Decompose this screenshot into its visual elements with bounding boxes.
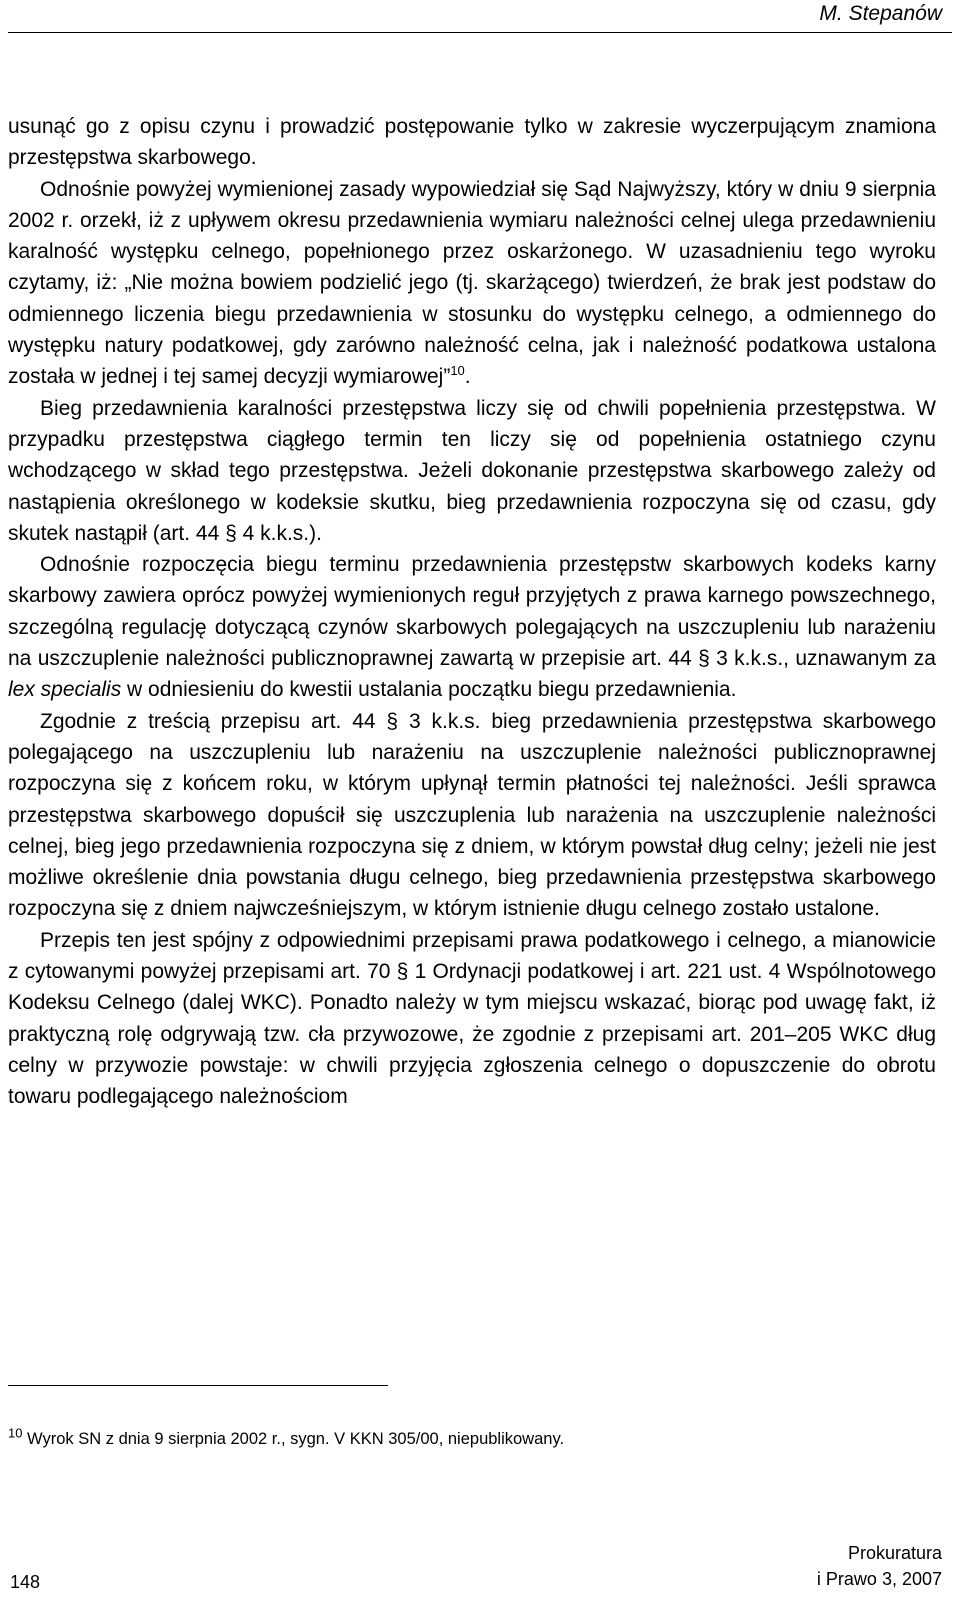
paragraph-4-text: Odnośnie rozpoczęcia biegu terminu przedawnienia przestępstw skarbowych kodeks karny skarbowy zawiera oprócz powyżej wymienionych reguł przyjętych z prawa karnego powszechnego, szczególną regulację dotyczącą czynów skarbowych polegających na uszczupleniu lub narażeniu na uszczuplenie należności publicznoprawnej zawartą w przepisie art. 44 § 3 k.k.s., uznawanym za <box>8 553 936 671</box>
header-rule <box>8 32 952 33</box>
running-header-author: M. Stepanów <box>819 2 942 25</box>
body-text <box>8 111 936 1113</box>
journal-title: Prokuratura <box>847 1543 942 1563</box>
journal-info <box>817 1540 942 1592</box>
paragraph-2 <box>8 174 936 393</box>
paragraph-3: Bieg przedawnienia karalności przestępstwa liczy się od chwili popełnienia przestępstwa. W przypadku przestępstwa ciągłego termin ten liczy się od popełnienia ostatniego czynu wchodzącego w skład tego przestępstwa. Jeżeli dokonanie przestępstwa skarbowego zależy od nastąpienia określonego w kodeksie skutku, bieg przedawnienia rozpoczyna się od czasu, gdy skutek nastąpił (art. 44 § 4 k.k.s.). <box>8 396 936 545</box>
footnote-rule <box>8 1385 388 1386</box>
paragraph-5: Zgodnie z treścią przepisu art. 44 § 3 k.k.s. bieg przedawnienia przestępstwa skarbowego polegającego na uszczupleniu lub narażeniu na uszczuplenie należności publicznoprawnej rozpoczyna się z końcem roku, w którym upłynął termin płatności tej należności. Jeśli sprawca przestępstwa skarbowego dopuścił się uszczuplenia lub narażenia na uszczuplenie należności celnej, bieg jego przedawnienia rozpoczyna się z dniem, w którym powstał dług celny; jeżeli nie jest możliwe określenie dnia powstania długu celnego, bieg przedawnienia przestępstwa skarbowego rozpoczyna się z dniem najwcześniejszym, w którym istnienie długu celnego zostało ustalone. <box>8 709 936 921</box>
footnote-text: Wyrok SN z dnia 9 sierpnia 2002 r., sygn. V KKN 305/00, niepublikowany. <box>22 1430 565 1448</box>
footnote-ref-10[interactable]: 10 <box>450 363 465 379</box>
footnote-10 <box>8 1425 565 1450</box>
paragraph-6: Przepis ten jest spójny z odpowiednimi przepisami prawa podatkowego i celnego, a mianowicie z cytowanymi powyżej przepisami art. 70 § 1 Ordynacji podatkowej i art. 221 ust. 4 Wspólnotowego Kodeksu Celnego (dalej WKC). Ponadto należy w tym miejscu wskazać, biorąc pod uwagę fakt, iż praktyczną rolę odgrywają tzw. cła przywozowe, że zgodnie z przepisami art. 201–205 WKC dług celny w przywozie powstaje: w chwili przyjęcia zgłoszenia celnego o dopuszczenie do obrotu towaru podlegającego należnościom <box>8 928 936 1109</box>
page-number: 148 <box>10 1572 41 1592</box>
paragraph-4-end: w odniesieniu do kwestii ustalania początku biegu przedawnienia. <box>121 678 737 702</box>
journal-issue: i Prawo 3, 2007 <box>816 1569 942 1589</box>
footnote-number: 10 <box>8 1425 23 1441</box>
paragraph-2-end: . <box>464 365 471 389</box>
paragraph-2-text: Odnośnie powyżej wymienionej zasady wypowiedział się Sąd Najwyższy, który w dniu 9 sierpnia 2002 r. orzekł, iż z upływem okresu przedawnienia wymiaru należności celnej ulega przedawnieniu karalność występku celnego, popełnionego przez oskarżonego. W uzasadnieniu tego wyroku czytamy, iż: „Nie można bowiem podzielić jego (tj. skarżącego) twierdzeń, że brak jest podstaw do odmiennego liczenia biegu przedawnienia w stosunku do występku celnego, a odmiennego do występku natury podatkowej, gdy zarówno należność celna, jak i należność podatkowa ustalona została w jednej i tej samej decyzji wymiarowej” <box>8 177 936 389</box>
paragraph-4 <box>8 549 936 705</box>
paragraph-1: usunąć go z opisu czynu i prowadzić postępowanie tylko w zakresie wyczerpującym znamiona przestępstwa skarbowego. <box>8 115 936 170</box>
paragraph-4-italic: lex specialis <box>8 678 122 702</box>
